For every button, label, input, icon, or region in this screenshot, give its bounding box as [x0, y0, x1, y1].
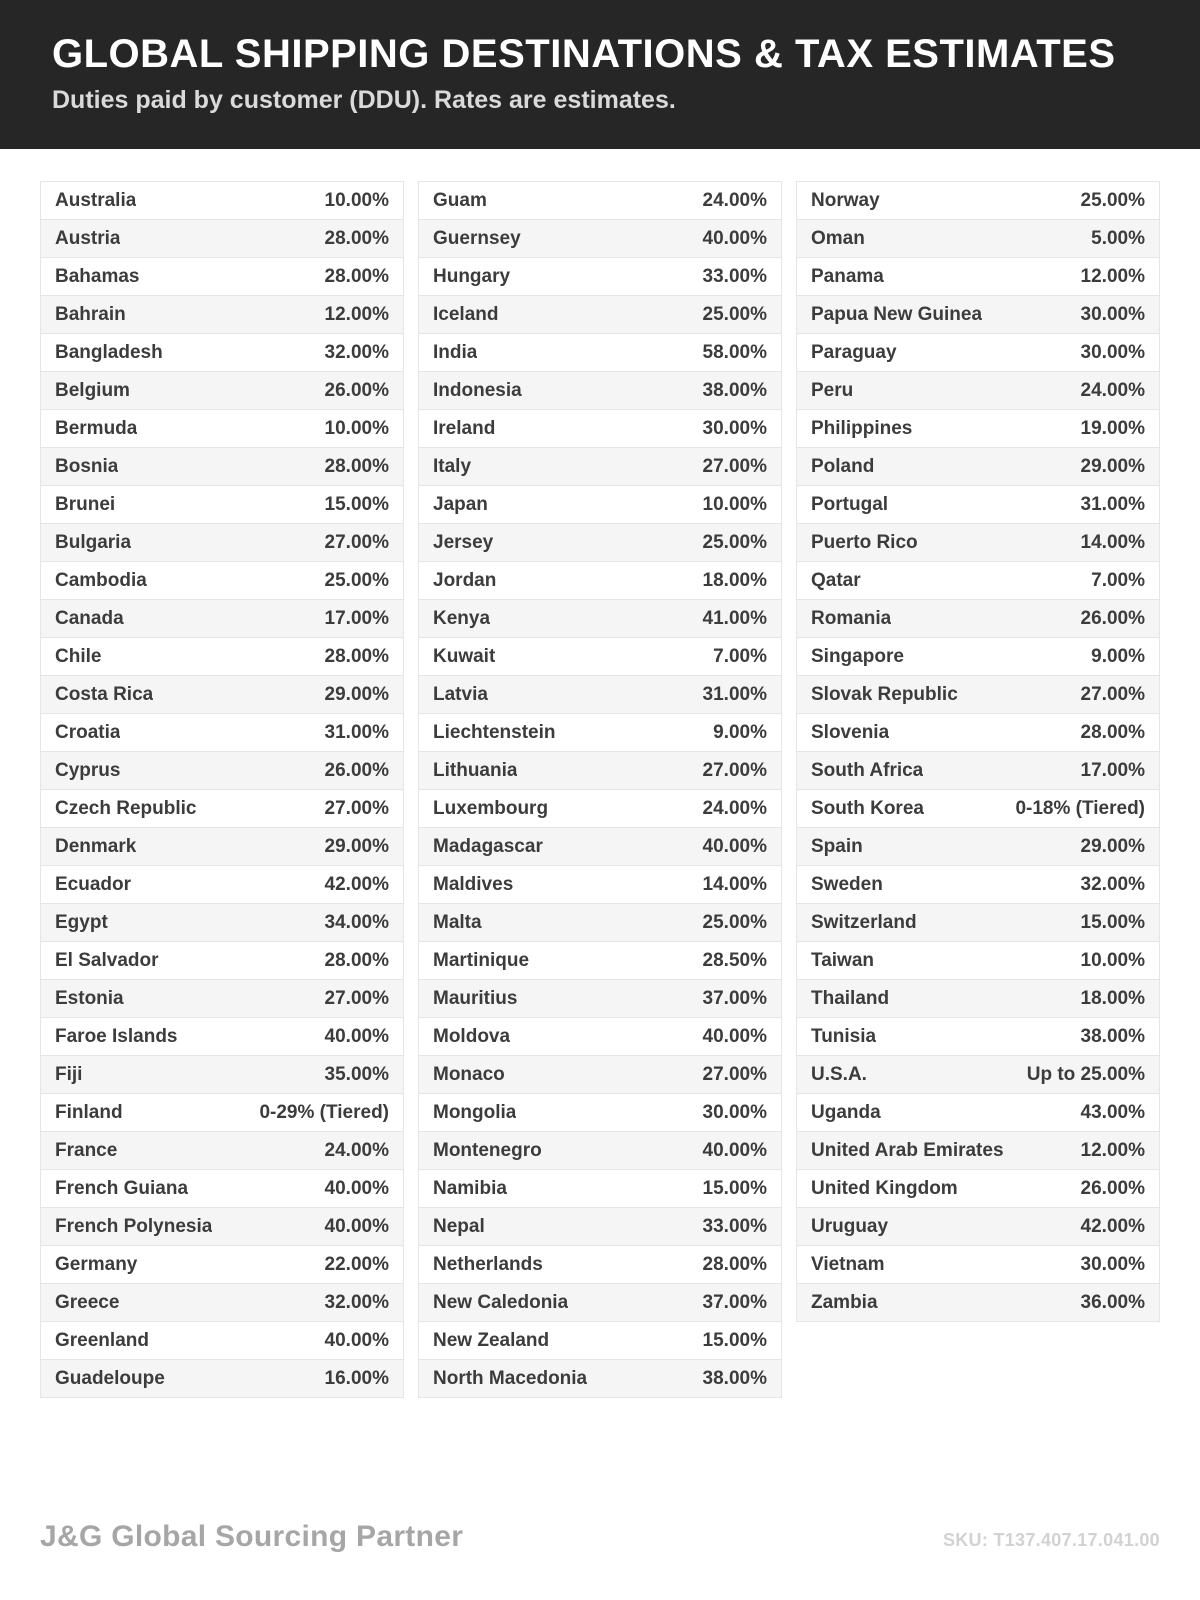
tax-rate: 27.00%: [324, 797, 389, 819]
tax-rate: 27.00%: [1080, 683, 1145, 705]
country-name: Canada: [55, 607, 124, 629]
tax-rate: 27.00%: [324, 987, 389, 1009]
table-row: [40, 561, 404, 600]
tax-rate: 30.00%: [1080, 1253, 1145, 1275]
table-row: [40, 713, 404, 752]
table-row: [418, 561, 782, 600]
tax-rate: 28.00%: [324, 949, 389, 971]
tax-rate: 36.00%: [1080, 1291, 1145, 1313]
tax-rate: 15.00%: [702, 1329, 767, 1351]
country-name: Chile: [55, 645, 102, 667]
table-row: [796, 295, 1160, 334]
tax-rate: 17.00%: [324, 607, 389, 629]
country-name: Latvia: [433, 683, 488, 705]
table-row: [796, 371, 1160, 410]
country-name: Nepal: [433, 1215, 485, 1237]
tax-rate: 40.00%: [702, 1025, 767, 1047]
country-name: Madagascar: [433, 835, 543, 857]
country-name: Bahamas: [55, 265, 140, 287]
country-name: Guadeloupe: [55, 1367, 165, 1389]
rate-column: [796, 181, 1160, 1322]
country-name: Egypt: [55, 911, 108, 933]
tax-rate: 27.00%: [702, 1063, 767, 1085]
table-row: [418, 447, 782, 486]
country-name: French Polynesia: [55, 1215, 213, 1237]
tax-rate: 33.00%: [702, 1215, 767, 1237]
table-row: [796, 1283, 1160, 1322]
country-name: Paraguay: [811, 341, 897, 363]
tax-rate: 31.00%: [702, 683, 767, 705]
table-row: [40, 1245, 404, 1284]
table-row: [418, 1017, 782, 1056]
table-row: [796, 1017, 1160, 1056]
country-name: Cambodia: [55, 569, 147, 591]
table-row: [40, 523, 404, 562]
tax-rate: 28.00%: [324, 455, 389, 477]
table-row: [418, 751, 782, 790]
table-row: [418, 789, 782, 828]
tax-rate: 32.00%: [324, 341, 389, 363]
tax-rate: 34.00%: [324, 911, 389, 933]
country-name: Philippines: [811, 417, 913, 439]
country-name: Romania: [811, 607, 892, 629]
tax-rate: 42.00%: [1080, 1215, 1145, 1237]
tax-rate: 40.00%: [702, 835, 767, 857]
table-row: [418, 257, 782, 296]
page-subtitle: Duties paid by customer (DDU). Rates are estimates.: [52, 86, 676, 114]
table-row: [40, 333, 404, 372]
country-name: Greenland: [55, 1329, 149, 1351]
country-name: Malta: [433, 911, 482, 933]
table-row: [796, 561, 1160, 600]
table-row: [418, 903, 782, 942]
country-name: Bulgaria: [55, 531, 132, 553]
country-name: Panama: [811, 265, 884, 287]
tax-rate: 43.00%: [1080, 1101, 1145, 1123]
table-row: [796, 1169, 1160, 1208]
tax-rate: 24.00%: [1080, 379, 1145, 401]
table-row: [418, 333, 782, 372]
table-row: [418, 979, 782, 1018]
tax-rate: 7.00%: [1091, 569, 1145, 591]
country-name: Finland: [55, 1101, 123, 1123]
country-name: Moldova: [433, 1025, 511, 1047]
table-row: [40, 1283, 404, 1322]
table-row: [796, 675, 1160, 714]
tax-rate: 42.00%: [324, 873, 389, 895]
tax-rate: 29.00%: [324, 835, 389, 857]
tax-rate: 10.00%: [1080, 949, 1145, 971]
rate-column: [418, 181, 782, 1398]
country-name: Zambia: [811, 1291, 878, 1313]
tax-rate: 12.00%: [324, 303, 389, 325]
country-name: Peru: [811, 379, 854, 401]
tax-rate: 26.00%: [324, 759, 389, 781]
tax-rate: 30.00%: [702, 1101, 767, 1123]
table-row: [418, 1245, 782, 1284]
country-name: Greece: [55, 1291, 120, 1313]
tax-rate: 40.00%: [324, 1025, 389, 1047]
table-row: [796, 333, 1160, 372]
country-name: Bangladesh: [55, 341, 163, 363]
country-name: Luxembourg: [433, 797, 549, 819]
table-row: [418, 219, 782, 258]
page-title: GLOBAL SHIPPING DESTINATIONS & TAX ESTIMATES: [52, 32, 1116, 76]
tax-rate: 15.00%: [324, 493, 389, 515]
country-name: Sweden: [811, 873, 883, 895]
table-row: [40, 1017, 404, 1056]
table-row: [418, 1131, 782, 1170]
country-name: Singapore: [811, 645, 904, 667]
table-row: [796, 827, 1160, 866]
tax-rate: 29.00%: [1080, 455, 1145, 477]
country-name: Mauritius: [433, 987, 518, 1009]
table-row: [40, 941, 404, 980]
country-name: Uruguay: [811, 1215, 889, 1237]
country-name: Kenya: [433, 607, 491, 629]
country-name: Bahrain: [55, 303, 126, 325]
table-row: [796, 713, 1160, 752]
table-row: [418, 675, 782, 714]
tax-rate: 26.00%: [1080, 1177, 1145, 1199]
tax-rate: 40.00%: [702, 227, 767, 249]
table-row: [796, 1093, 1160, 1132]
country-name: El Salvador: [55, 949, 159, 971]
table-row: [796, 257, 1160, 296]
table-row: [40, 181, 404, 220]
table-row: [40, 789, 404, 828]
table-row: [418, 295, 782, 334]
table-row: [796, 1245, 1160, 1284]
country-name: Estonia: [55, 987, 124, 1009]
table-row: [40, 637, 404, 676]
tax-rate: 35.00%: [324, 1063, 389, 1085]
country-name: Maldives: [433, 873, 514, 895]
country-name: Czech Republic: [55, 797, 197, 819]
country-name: India: [433, 341, 478, 363]
table-row: [796, 485, 1160, 524]
tax-rate: 25.00%: [324, 569, 389, 591]
tax-rate: Up to 25.00%: [1026, 1063, 1145, 1085]
country-name: Uganda: [811, 1101, 881, 1123]
tax-rate: 18.00%: [702, 569, 767, 591]
tax-rate: 10.00%: [324, 189, 389, 211]
country-name: Martinique: [433, 949, 530, 971]
country-name: Jordan: [433, 569, 497, 591]
tax-rate: 37.00%: [702, 1291, 767, 1313]
table-row: [40, 1093, 404, 1132]
rates-table: [0, 149, 1200, 1398]
table-row: [40, 865, 404, 904]
country-name: Qatar: [811, 569, 861, 591]
tax-rate: 25.00%: [702, 303, 767, 325]
table-row: [418, 523, 782, 562]
table-row: [418, 1093, 782, 1132]
country-name: Austria: [55, 227, 121, 249]
table-row: [796, 599, 1160, 638]
country-name: French Guiana: [55, 1177, 189, 1199]
tax-rate: 15.00%: [1080, 911, 1145, 933]
country-name: Liechtenstein: [433, 721, 556, 743]
country-name: Italy: [433, 455, 472, 477]
table-row: [418, 181, 782, 220]
country-name: Poland: [811, 455, 875, 477]
page-footer: [40, 1520, 1160, 1554]
tax-rate: 38.00%: [702, 379, 767, 401]
table-row: [418, 409, 782, 448]
tax-rate: 7.00%: [713, 645, 767, 667]
country-name: Japan: [433, 493, 488, 515]
table-row: [40, 371, 404, 410]
tax-rate: 40.00%: [324, 1215, 389, 1237]
table-row: [418, 941, 782, 980]
table-row: [796, 181, 1160, 220]
tax-rate: 12.00%: [1080, 265, 1145, 287]
tax-rate: 28.00%: [702, 1253, 767, 1275]
country-name: Australia: [55, 189, 137, 211]
tax-rate: 29.00%: [1080, 835, 1145, 857]
table-row: [40, 447, 404, 486]
country-name: Netherlands: [433, 1253, 543, 1275]
country-name: U.S.A.: [811, 1063, 867, 1085]
tax-rate: 28.00%: [1080, 721, 1145, 743]
country-name: France: [55, 1139, 118, 1161]
table-row: [796, 523, 1160, 562]
country-name: Taiwan: [811, 949, 874, 971]
table-row: [40, 295, 404, 334]
country-name: Vietnam: [811, 1253, 885, 1275]
table-row: [40, 979, 404, 1018]
tax-rate: 9.00%: [1091, 645, 1145, 667]
country-name: South Africa: [811, 759, 924, 781]
table-row: [418, 827, 782, 866]
table-row: [418, 485, 782, 524]
country-name: Ecuador: [55, 873, 132, 895]
country-name: United Kingdom: [811, 1177, 958, 1199]
country-name: Guam: [433, 189, 487, 211]
table-row: [40, 1169, 404, 1208]
tax-rate: 27.00%: [702, 759, 767, 781]
table-row: [418, 1283, 782, 1322]
table-row: [796, 979, 1160, 1018]
country-name: South Korea: [811, 797, 924, 819]
table-row: [418, 1169, 782, 1208]
table-row: [40, 675, 404, 714]
tax-rate: 10.00%: [702, 493, 767, 515]
table-row: [796, 1207, 1160, 1246]
tax-rate: 18.00%: [1080, 987, 1145, 1009]
tax-rate: 9.00%: [713, 721, 767, 743]
tax-rate: 16.00%: [324, 1367, 389, 1389]
tax-rate: 29.00%: [324, 683, 389, 705]
country-name: Guernsey: [433, 227, 521, 249]
table-row: [418, 1359, 782, 1398]
tax-rate: 26.00%: [324, 379, 389, 401]
sku-label: SKU: T137.407.17.041.00: [942, 1530, 1160, 1550]
country-name: Switzerland: [811, 911, 917, 933]
tax-rate: 32.00%: [1080, 873, 1145, 895]
country-name: Kuwait: [433, 645, 496, 667]
country-name: Bosnia: [55, 455, 119, 477]
tax-rate: 28.50%: [702, 949, 767, 971]
country-name: Portugal: [811, 493, 889, 515]
table-row: [418, 1207, 782, 1246]
country-name: Jersey: [433, 531, 494, 553]
table-row: [40, 485, 404, 524]
table-row: [796, 447, 1160, 486]
table-row: [418, 865, 782, 904]
country-name: Bermuda: [55, 417, 138, 439]
tax-rate: 22.00%: [324, 1253, 389, 1275]
country-name: Fiji: [55, 1063, 83, 1085]
table-row: [40, 827, 404, 866]
table-row: [40, 903, 404, 942]
table-row: [418, 1055, 782, 1094]
table-row: [40, 1055, 404, 1094]
table-row: [418, 599, 782, 638]
tax-rate: 33.00%: [702, 265, 767, 287]
tax-rate: 30.00%: [702, 417, 767, 439]
table-row: [796, 637, 1160, 676]
country-name: Indonesia: [433, 379, 522, 401]
tax-rate: 10.00%: [324, 417, 389, 439]
country-name: Denmark: [55, 835, 137, 857]
tax-rate: 12.00%: [1080, 1139, 1145, 1161]
country-name: Mongolia: [433, 1101, 517, 1123]
tax-rate: 40.00%: [702, 1139, 767, 1161]
table-row: [796, 1055, 1160, 1094]
table-row: [40, 257, 404, 296]
tax-rate: 14.00%: [702, 873, 767, 895]
tax-rate: 14.00%: [1080, 531, 1145, 553]
tax-rate: 15.00%: [702, 1177, 767, 1199]
country-name: New Zealand: [433, 1329, 550, 1351]
tax-rate: 38.00%: [702, 1367, 767, 1389]
country-name: Germany: [55, 1253, 138, 1275]
country-name: Ireland: [433, 417, 496, 439]
table-row: [40, 1207, 404, 1246]
country-name: Iceland: [433, 303, 499, 325]
tax-rate: 27.00%: [702, 455, 767, 477]
tax-rate: 28.00%: [324, 265, 389, 287]
table-row: [40, 219, 404, 258]
table-row: [796, 409, 1160, 448]
country-name: Belgium: [55, 379, 130, 401]
table-row: [40, 1359, 404, 1398]
tax-rate: 30.00%: [1080, 341, 1145, 363]
country-name: Spain: [811, 835, 863, 857]
tax-rate: 38.00%: [1080, 1025, 1145, 1047]
country-name: Hungary: [433, 265, 511, 287]
table-row: [796, 1131, 1160, 1170]
table-row: [796, 865, 1160, 904]
table-row: [40, 599, 404, 638]
table-row: [796, 903, 1160, 942]
table-row: [40, 409, 404, 448]
tax-rate: 26.00%: [1080, 607, 1145, 629]
tax-rate: 24.00%: [702, 797, 767, 819]
tax-rate: 25.00%: [702, 911, 767, 933]
tax-rate: 0-18% (Tiered): [1015, 797, 1145, 819]
table-row: [418, 371, 782, 410]
country-name: Lithuania: [433, 759, 518, 781]
tax-rate: 25.00%: [702, 531, 767, 553]
page-header: [0, 0, 1200, 149]
country-name: Oman: [811, 227, 865, 249]
table-row: [418, 1321, 782, 1360]
tax-rate: 31.00%: [1080, 493, 1145, 515]
country-name: North Macedonia: [433, 1367, 588, 1389]
tax-rate: 28.00%: [324, 645, 389, 667]
country-name: Brunei: [55, 493, 116, 515]
country-name: Namibia: [433, 1177, 507, 1199]
tax-rate: 32.00%: [324, 1291, 389, 1313]
tax-rate: 24.00%: [702, 189, 767, 211]
brand-name: J&G Global Sourcing Partner: [40, 1520, 464, 1553]
tax-rate: 40.00%: [324, 1329, 389, 1351]
tax-rate: 40.00%: [324, 1177, 389, 1199]
tax-rate: 5.00%: [1091, 227, 1145, 249]
tax-rate: 0-29% (Tiered): [259, 1101, 389, 1123]
country-name: Monaco: [433, 1063, 505, 1085]
country-name: Norway: [811, 189, 880, 211]
table-row: [418, 637, 782, 676]
tax-rate: 30.00%: [1080, 303, 1145, 325]
country-name: New Caledonia: [433, 1291, 569, 1313]
table-row: [796, 219, 1160, 258]
country-name: Cyprus: [55, 759, 121, 781]
tax-rate: 37.00%: [702, 987, 767, 1009]
country-name: Slovenia: [811, 721, 890, 743]
tax-rate: 28.00%: [324, 227, 389, 249]
country-name: Thailand: [811, 987, 890, 1009]
country-name: Puerto Rico: [811, 531, 918, 553]
tax-rate: 41.00%: [702, 607, 767, 629]
table-row: [418, 713, 782, 752]
tax-rate: 31.00%: [324, 721, 389, 743]
table-row: [40, 751, 404, 790]
tax-rate: 58.00%: [702, 341, 767, 363]
tax-rate: 19.00%: [1080, 417, 1145, 439]
rate-column: [40, 181, 404, 1398]
country-name: Montenegro: [433, 1139, 542, 1161]
country-name: Slovak Republic: [811, 683, 958, 705]
table-row: [796, 789, 1160, 828]
country-name: Papua New Guinea: [811, 303, 983, 325]
country-name: Faroe Islands: [55, 1025, 178, 1047]
country-name: United Arab Emirates: [811, 1139, 1004, 1161]
table-row: [796, 751, 1160, 790]
table-row: [40, 1321, 404, 1360]
country-name: Costa Rica: [55, 683, 154, 705]
tax-rate: 24.00%: [324, 1139, 389, 1161]
tax-rate: 17.00%: [1080, 759, 1145, 781]
country-name: Croatia: [55, 721, 121, 743]
tax-rate: 27.00%: [324, 531, 389, 553]
table-row: [796, 941, 1160, 980]
tax-rate: 25.00%: [1080, 189, 1145, 211]
table-row: [40, 1131, 404, 1170]
country-name: Tunisia: [811, 1025, 877, 1047]
